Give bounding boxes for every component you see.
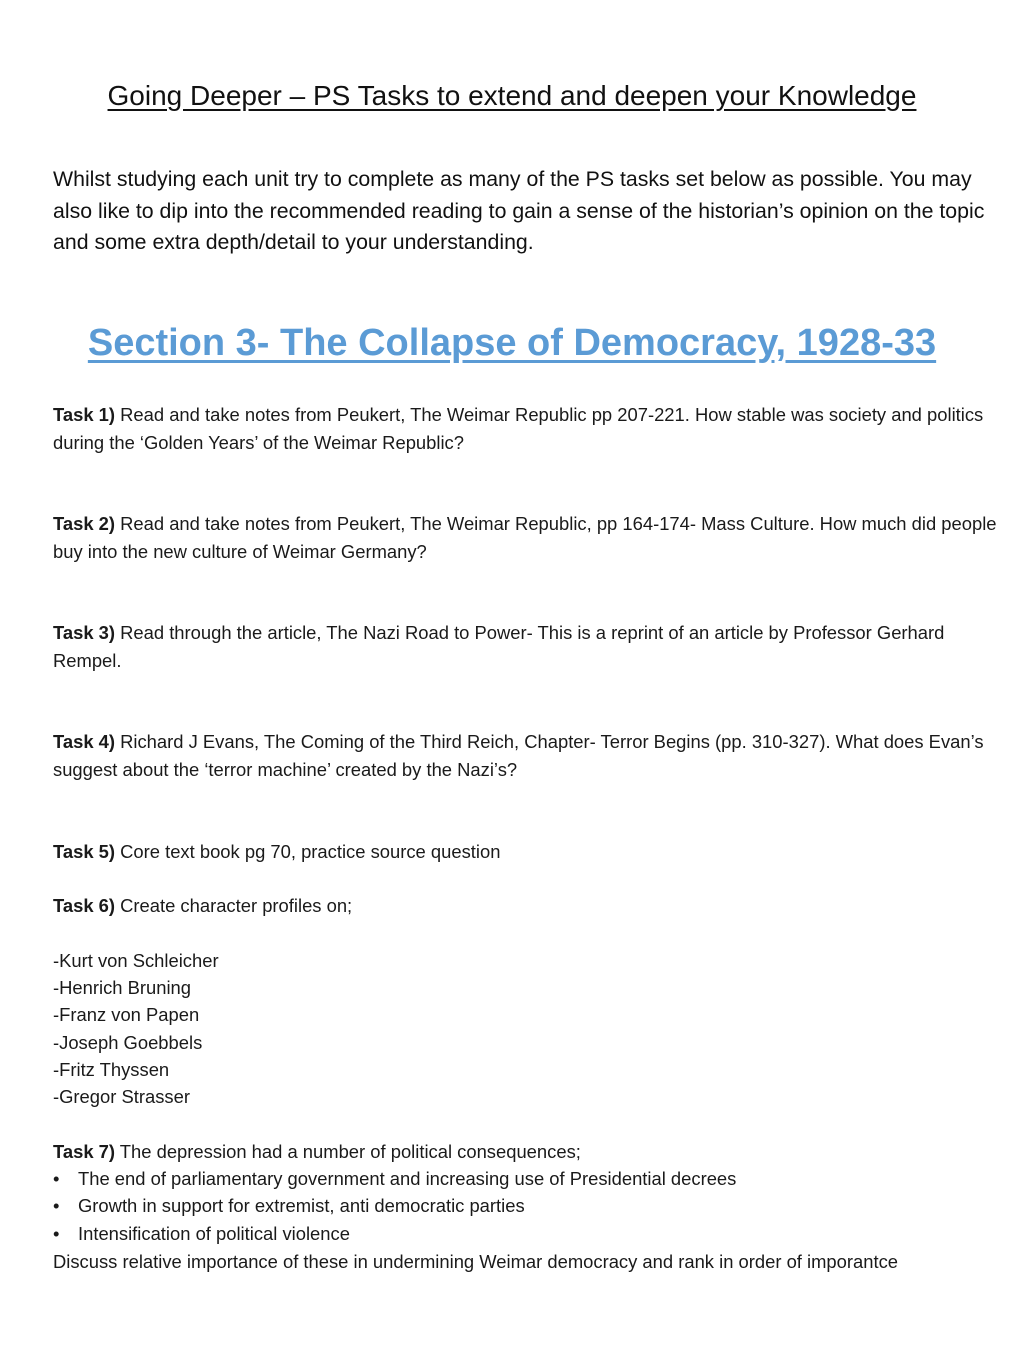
task-3 [53,619,1003,674]
task-text: Read and take notes from Peukert, The Weimar Republic pp 207-221. How stable was society and politics during the ‘Golden Years’ of the Weimar Republic? [53,404,984,453]
task-6 [53,892,1003,920]
profile-item: -Fritz Thyssen [53,1059,170,1080]
task-text: Create character profiles on; [115,895,353,916]
page-heading: Going Deeper – PS Tasks to extend and deepen your Knowledge [107,80,917,111]
task-label: Task 3) [53,622,116,643]
profile-item: -Gregor Strasser [53,1086,190,1107]
consequence-text: The end of parliamentary government and increasing use of Presidential decrees [78,1168,737,1189]
task-text: Core text book pg 70, practice source question [115,841,501,862]
intro-paragraph: Whilst studying each unit try to complete as many of the PS tasks set below as possible. You may also like to dip into the recommended reading to gain a sense of the historian’s opinion on the topic and some extra depth/detail to your understanding. [53,167,985,254]
task-5 [53,838,1003,866]
task-text: Read through the article, The Nazi Road to Power- This is a reprint of an article by Professor Gerhard Rempel. [53,622,945,671]
profile-item: -Franz von Papen [53,1004,200,1025]
task-label: Task 4) [53,731,116,752]
bullet-icon: • [53,1223,60,1244]
consequence-item [53,1220,350,1247]
task-label: Task 2) [53,513,116,534]
bullet-icon: • [53,1195,60,1216]
closing-instruction: Discuss relative importance of these in undermining Weimar democracy and rank in order of imporantce [53,1251,898,1272]
profile-item: -Henrich Bruning [53,977,191,998]
task-2 [53,510,1003,565]
task-label: Task 5) [53,841,116,862]
consequence-item [53,1192,525,1219]
task-text: The depression had a number of political consequences; [115,1141,581,1162]
task-4 [53,728,1003,783]
task-label: Task 6) [53,895,116,916]
consequence-text: Growth in support for extremist, anti democratic parties [78,1195,525,1216]
section-title: Section 3- The Collapse of Democracy, 1928-33 [87,322,937,364]
consequence-item [53,1165,736,1192]
profile-item: -Kurt von Schleicher [53,950,219,971]
profile-item: -Joseph Goebbels [53,1032,203,1053]
task-1 [53,401,1003,456]
task-text: Richard J Evans, The Coming of the Third Reich, Chapter- Terror Begins (pp. 310-327). What does Evan’s suggest about the ‘terror machine’ created by the Nazi’s? [53,731,984,780]
task-text: Read and take notes from Peukert, The Weimar Republic, pp 164-174- Mass Culture. How much did people buy into the new culture of Weimar Germany? [53,513,997,562]
bullet-icon: • [53,1168,60,1189]
consequence-text: Intensification of political violence [78,1223,350,1244]
task-label: Task 1) [53,404,116,425]
task-7 [53,1138,1003,1166]
task-label: Task 7) [53,1141,116,1162]
